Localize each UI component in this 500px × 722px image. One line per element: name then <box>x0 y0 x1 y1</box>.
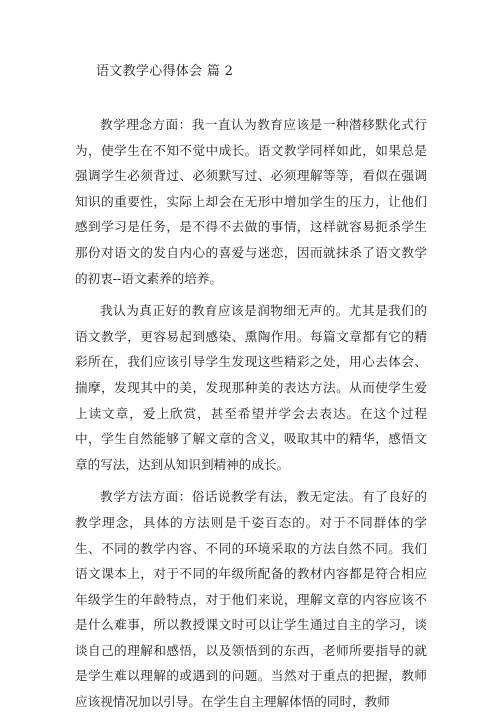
paragraph-nurturing-education: 我认为真正好的教育应该是润物细无声的。尤其是我们的语文教学，更容易起到感染、熏陶作用。每篇文章都有它的精彩所在，我们应该引导学生发现这些精彩之处，用心去体会、揣摩，发现其中的美，发现那种美的表达方法。从而使学生爱上读文章，爱上欣赏，甚至希望并学会去表达。在这个过程中，学生自然能够了解文章的含义，吸取其中的精华，感悟文章的写法，达到从知识到精神的成长。 <box>75 303 427 472</box>
paragraph-teaching-philosophy: 教学理念方面：我一直认为教育应该是一种潜移默化式行为，使学生在不知不觉中成长。语文教学同样如此，如果总是强调学生必须背过、必须默写过、必须理解等等，看似在强调知识的重要性，实际上却会在无形中增加学生的压力，让他们感到学习是任务，是不得不去做的事情，这样就容易扼杀学生那份对语文的发自内心的喜爱与迷恋，因而就抹杀了语文教学的初衷--语文素养的培养。 <box>75 117 427 286</box>
paragraph-teaching-methods: 教学方法方面：俗话说教学有法，教无定法。有了良好的教学理念，具体的方法则是千姿百态的。对于不同群体的学生、不同的教学内容、不同的环境采取的方法自然不同。我们语文课本上，对于不同的年级所配备的教材内容都是符合相应年级学生的年龄特点，对于他们来说，理解文章的内容应该不是什么难事，所以教授课文时可以让学生通过自主的学习，谈谈自己的理解和感悟，以及领悟到的东西，老师所要指导的就是学生难以理解的或遇到的问题。当然对于重点的把握，教师应该视情况加以引导。在学生自主理解体悟的同时，教师 <box>75 489 427 710</box>
document-title: 语文教学心得体会 篇 2 <box>96 64 234 79</box>
document-body <box>75 112 427 722</box>
